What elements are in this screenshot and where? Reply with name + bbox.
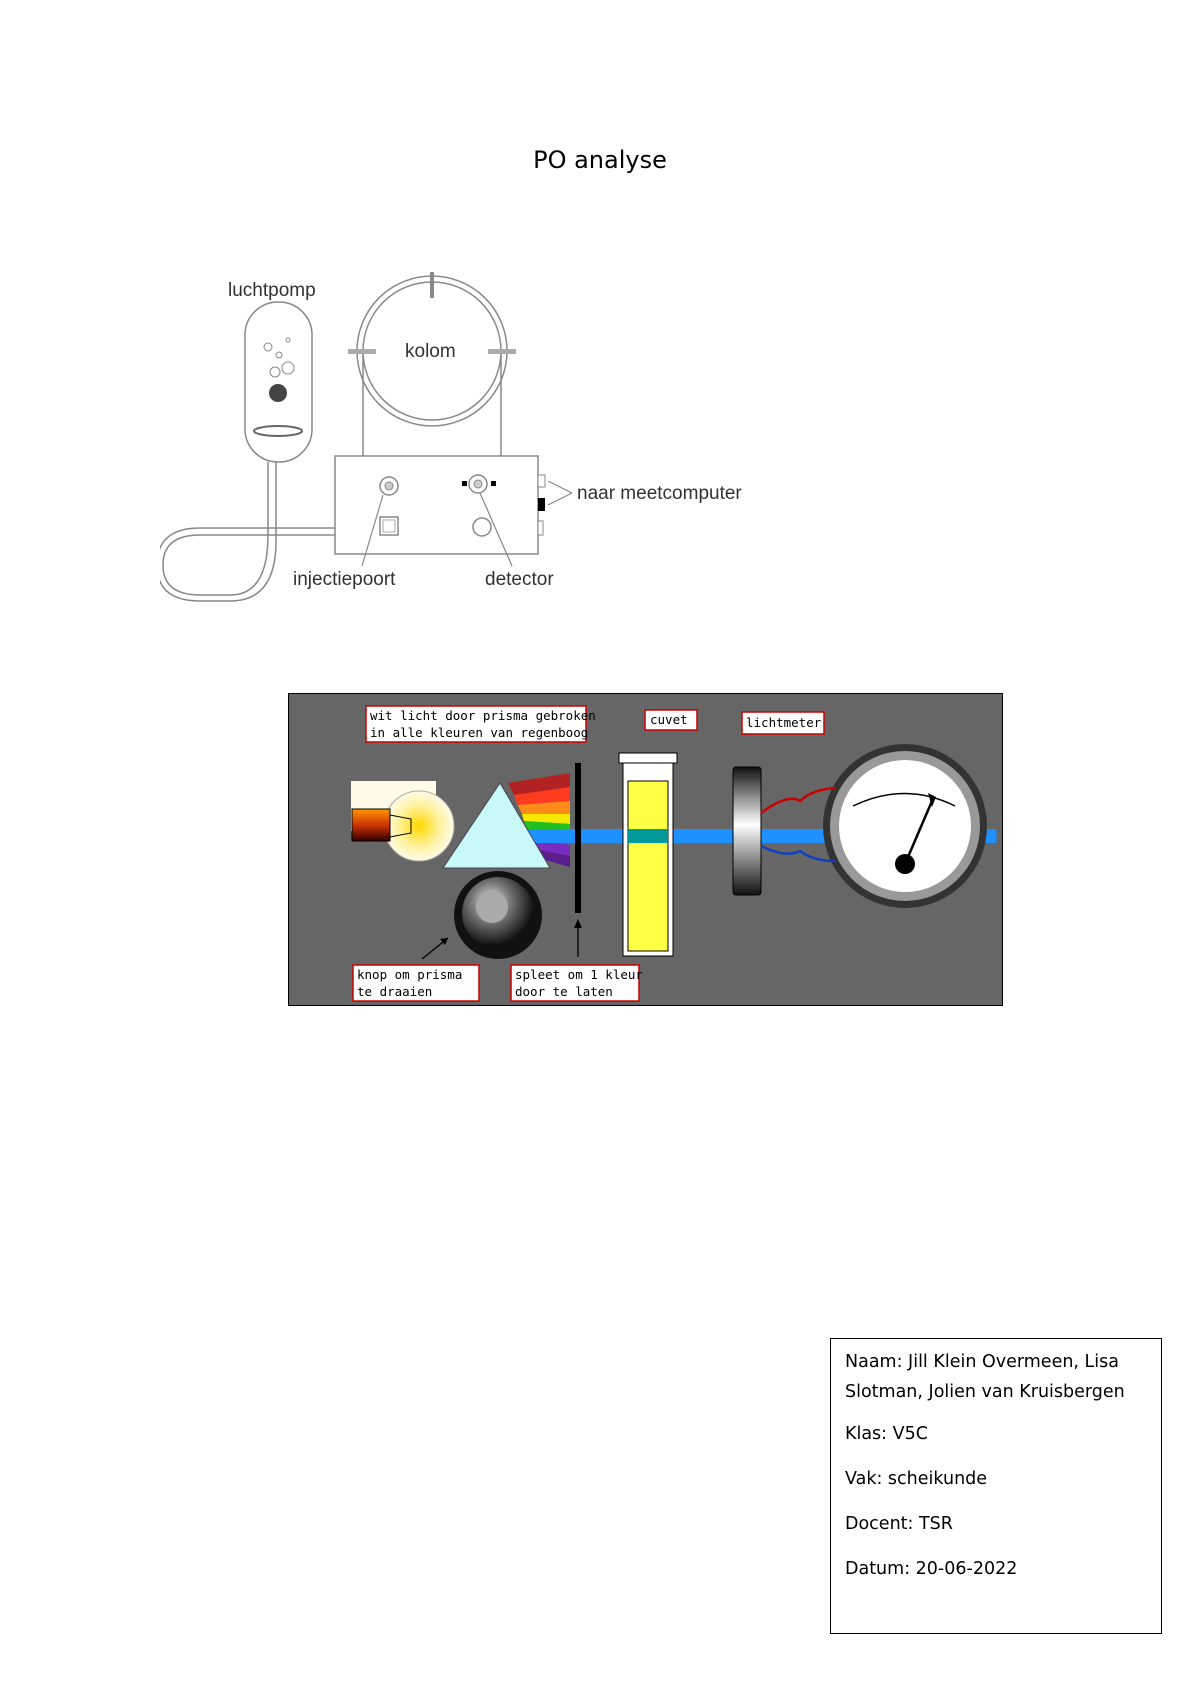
cuvette-label: cuvet (650, 712, 688, 727)
student-info-box (830, 1338, 1162, 1634)
teacher-field: Docent: TSR (845, 1514, 953, 1534)
computer-pointer-bottom (548, 493, 572, 505)
slit (575, 763, 581, 913)
lightmeter-label: lichtmeter (746, 715, 822, 730)
air-pump-illustration (160, 302, 370, 601)
column-coil-illustration (348, 272, 516, 483)
instrument-box (335, 456, 545, 554)
slit-label-line2: door te laten (515, 984, 613, 999)
prism-knob (454, 871, 542, 959)
computer-label: naar meetcomputer (577, 483, 742, 504)
column-label: kolom (405, 341, 456, 362)
gas-chromatograph-diagram (160, 255, 780, 605)
pump-label: luchtpomp (228, 280, 316, 301)
document-title: PO analyse (533, 146, 667, 174)
subject-field: Vak: scheikunde (845, 1469, 988, 1489)
knob-label-line1: knop om prisma (357, 967, 463, 982)
spectrophotometer-diagram (288, 693, 1003, 1006)
prism-label-line2: in alle kleuren van regenboog (370, 725, 589, 740)
prism-label-line1: wit licht door prisma gebroken (370, 708, 596, 723)
class-field: Klas: V5C (845, 1424, 928, 1444)
computer-pointer-top (548, 481, 572, 493)
knob-label-line2: te draaien (357, 984, 433, 999)
light-detector (733, 767, 761, 895)
injection-label: injectiepoort (293, 569, 396, 590)
slit-label-line1: spleet om 1 kleur (515, 967, 643, 982)
detector-label: detector (485, 569, 554, 590)
cuvette-illustration (619, 753, 677, 956)
names-field: Naam: Jill Klein Overmeen, Lisa Slotman, Jolien van Kruisbergen (845, 1352, 1125, 1402)
date-field: Datum: 20-06-2022 (845, 1559, 1018, 1579)
